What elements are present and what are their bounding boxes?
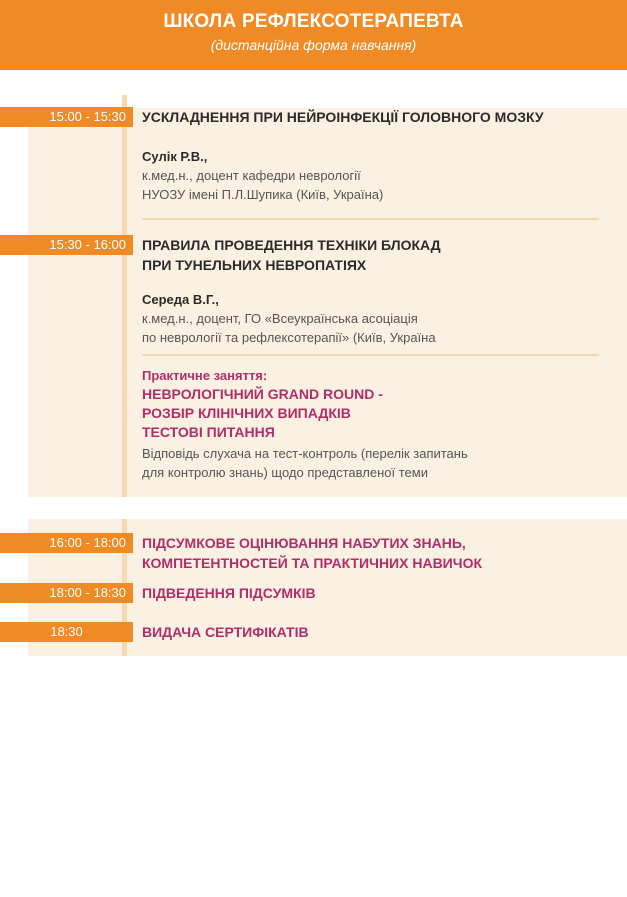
time-badge: 15:00 - 15:30	[0, 107, 133, 127]
practice-title-line: РОЗБІР КЛІНІЧНИХ ВИПАДКІВ	[142, 405, 351, 421]
page-subtitle: (дистанційна форма навчання)	[210, 37, 417, 53]
speaker-name: Сулік Р.В.,	[142, 149, 208, 164]
session-topic	[142, 622, 309, 642]
speaker-info	[142, 147, 383, 204]
practice-description-line: Відповідь слухача на тест-контроль (перелік запитань	[142, 446, 468, 461]
speaker-line: НУОЗУ імені П.Л.Шупика (Київ, Україна)	[142, 187, 384, 202]
divider	[142, 218, 599, 220]
topic-line: ПРАВИЛА ПРОВЕДЕННЯ ТЕХНІКИ БЛОКАД	[142, 237, 441, 253]
topic-line: ВИДАЧА СЕРТИФІКАТІВ	[142, 624, 309, 640]
page-title: ШКОЛА РЕФЛЕКСОТЕРАПЕВТА	[163, 11, 464, 32]
speaker-info	[142, 290, 436, 347]
topic-line: ПІДСУМКОВЕ ОЦІНЮВАННЯ НАБУТИХ ЗНАНЬ,	[142, 535, 466, 551]
practice-label: Практичне заняття:	[142, 368, 268, 383]
session-topic	[142, 533, 482, 573]
practice-title-line: ТЕСТОВІ ПИТАННЯ	[142, 424, 275, 440]
speaker-line: к.мед.н., доцент кафедри неврології	[142, 168, 361, 183]
speaker-name: Середа В.Г.,	[142, 292, 219, 307]
session-topic	[142, 235, 441, 275]
practice-title-line: НЕВРОЛОГІЧНИЙ GRAND ROUND -	[142, 386, 383, 402]
topic-line: ПРИ ТУНЕЛЬНИХ НЕВРОПАТІЯХ	[142, 257, 367, 273]
topic-line: ПІДВЕДЕННЯ ПІДСУМКІВ	[142, 585, 316, 601]
time-badge: 15:30 - 16:00	[0, 235, 133, 255]
speaker-line: к.мед.н., доцент, ГО «Всеукраїнська асоціація	[142, 311, 418, 326]
topic-line: УСКЛАДНЕННЯ ПРИ НЕЙРОІНФЕКЦІЇ ГОЛОВНОГО МОЗКУ	[142, 109, 544, 125]
topic-line: КОМПЕТЕНТНОСТЕЙ ТА ПРАКТИЧНИХ НАВИЧОК	[142, 555, 483, 571]
practice-session	[142, 366, 468, 482]
time-badge: 18:30	[0, 622, 133, 642]
session-topic	[142, 107, 544, 127]
speaker-line: по неврології та рефлексотерапії» (Київ, Україна	[142, 330, 436, 345]
time-badge: 18:00 - 18:30	[0, 583, 133, 603]
practice-description-line: для контролю знань) щодо представленої теми	[142, 465, 428, 480]
timeline-line-1	[122, 95, 127, 497]
session-topic	[142, 583, 316, 603]
divider	[142, 354, 599, 356]
header-banner	[0, 0, 627, 70]
time-badge: 16:00 - 18:00	[0, 533, 133, 553]
